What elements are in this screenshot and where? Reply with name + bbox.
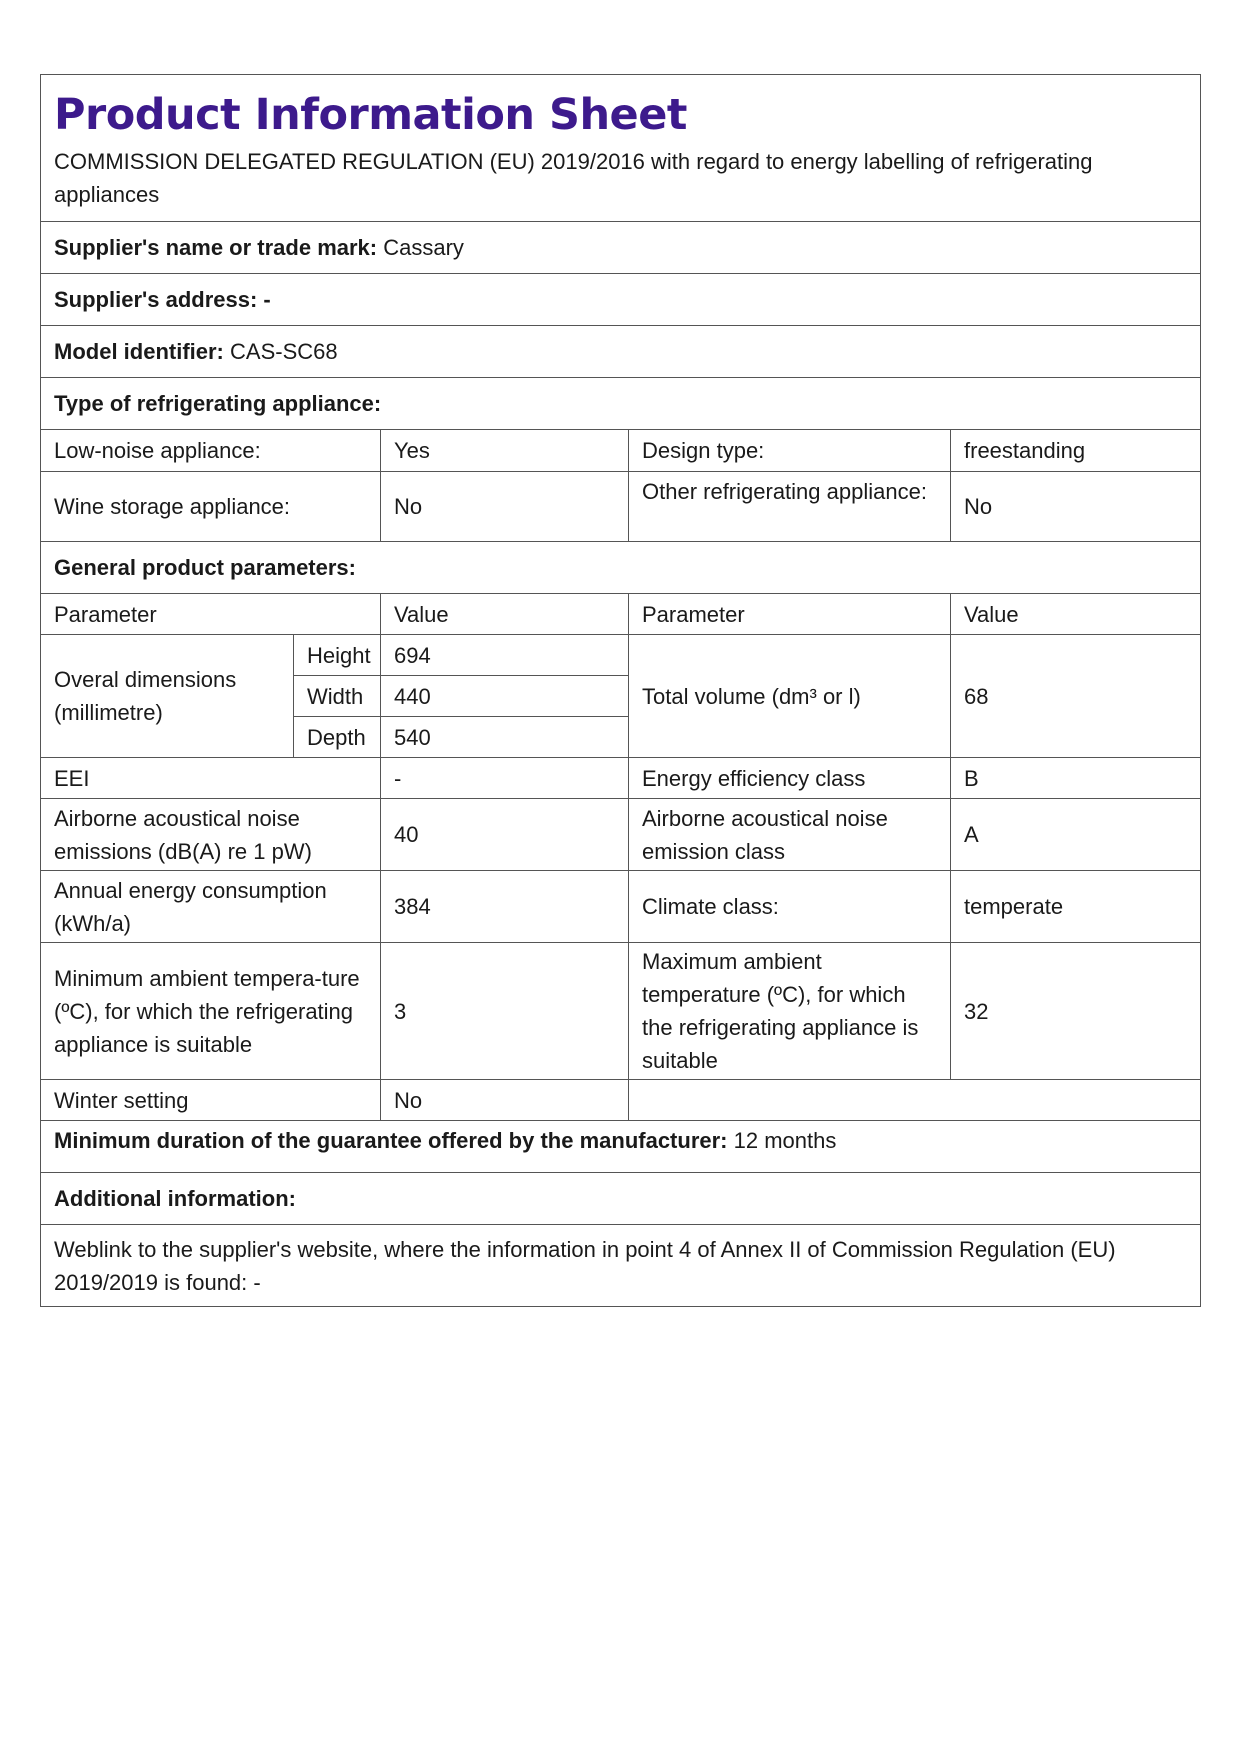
header-cell (41, 75, 1201, 222)
guarantee-label: Minimum duration of the guarantee offered by the manufacturer: (54, 1128, 728, 1153)
supplier-address-row (41, 274, 1201, 326)
supplier-address-label: Supplier's address: (54, 287, 258, 312)
column-header-parameter-2: Parameter (629, 594, 951, 635)
width-label: Width (294, 676, 381, 717)
additional-information-heading: Additional information: (41, 1173, 1201, 1225)
height-label: Height (294, 635, 381, 676)
winter-setting-value: No (381, 1080, 629, 1121)
other-refrigerating-label: Other refrigerating appliance: (629, 472, 951, 542)
model-identifier-label: Model identifier: (54, 339, 224, 364)
general-parameters-heading: General product parameters: (41, 542, 1201, 594)
design-type-value: freestanding (951, 430, 1201, 472)
climate-class-label: Climate class: (629, 871, 951, 943)
annual-energy-value: 384 (381, 871, 629, 943)
total-volume-label: Total volume (dm³ or l) (629, 635, 951, 758)
winter-setting-label: Winter setting (41, 1080, 381, 1121)
wine-storage-value: No (381, 472, 629, 542)
noise-class-value: A (951, 799, 1201, 871)
model-identifier-value: CAS-SC68 (230, 339, 338, 364)
empty-cell (629, 1080, 1201, 1121)
appliance-type-heading: Type of refrigerating appliance: (41, 378, 1201, 430)
eei-label: EEI (41, 758, 381, 799)
wine-storage-label: Wine storage appliance: (41, 472, 381, 542)
energy-class-value: B (951, 758, 1201, 799)
model-identifier-row (41, 326, 1201, 378)
max-temperature-value: 32 (951, 943, 1201, 1080)
guarantee-value: 12 months (733, 1128, 837, 1153)
noise-class-label: Airborne acoustical noise emission class (629, 799, 951, 871)
supplier-address-value: - (263, 287, 271, 312)
total-volume-value: 68 (951, 635, 1201, 758)
supplier-name-value: Cassary (383, 235, 464, 260)
depth-label: Depth (294, 717, 381, 758)
weblink-text: Weblink to the supplier's website, where the information in point 4 of Annex II of Commission Regulation (EU) 2019/2019 is found: - (41, 1225, 1201, 1307)
column-header-value-2: Value (951, 594, 1201, 635)
design-type-label: Design type: (629, 430, 951, 472)
page-title: Product Information Sheet (54, 90, 687, 140)
width-value: 440 (381, 676, 629, 717)
annual-energy-label: Annual energy consumption (kWh/a) (41, 871, 381, 943)
guarantee-row (41, 1121, 1201, 1173)
climate-class-value: temperate (951, 871, 1201, 943)
min-temperature-label: Minimum ambient tempera-ture (ºC), for which the refrigerating appliance is suitable (41, 943, 381, 1080)
column-header-parameter: Parameter (41, 594, 381, 635)
eei-value: - (381, 758, 629, 799)
energy-class-label: Energy efficiency class (629, 758, 951, 799)
min-temperature-value: 3 (381, 943, 629, 1080)
low-noise-value: Yes (381, 430, 629, 472)
max-temperature-label: Maximum ambient temperature (ºC), for which the refrigerating appliance is suitable (629, 943, 951, 1080)
dimensions-label: Overal dimensions (millimetre) (41, 635, 294, 758)
noise-emissions-label: Airborne acoustical noise emissions (dB(A) re 1 pW) (41, 799, 381, 871)
product-information-table (40, 74, 1201, 1307)
depth-value: 540 (381, 717, 629, 758)
low-noise-label: Low-noise appliance: (41, 430, 381, 472)
supplier-name-row (41, 222, 1201, 274)
column-header-value: Value (381, 594, 629, 635)
regulation-subtitle: COMMISSION DELEGATED REGULATION (EU) 2019/2016 with regard to energy labelling of refrigerating appliances (54, 149, 1093, 207)
other-refrigerating-value: No (951, 472, 1201, 542)
supplier-name-label: Supplier's name or trade mark: (54, 235, 378, 260)
height-value: 694 (381, 635, 629, 676)
noise-emissions-value: 40 (381, 799, 629, 871)
